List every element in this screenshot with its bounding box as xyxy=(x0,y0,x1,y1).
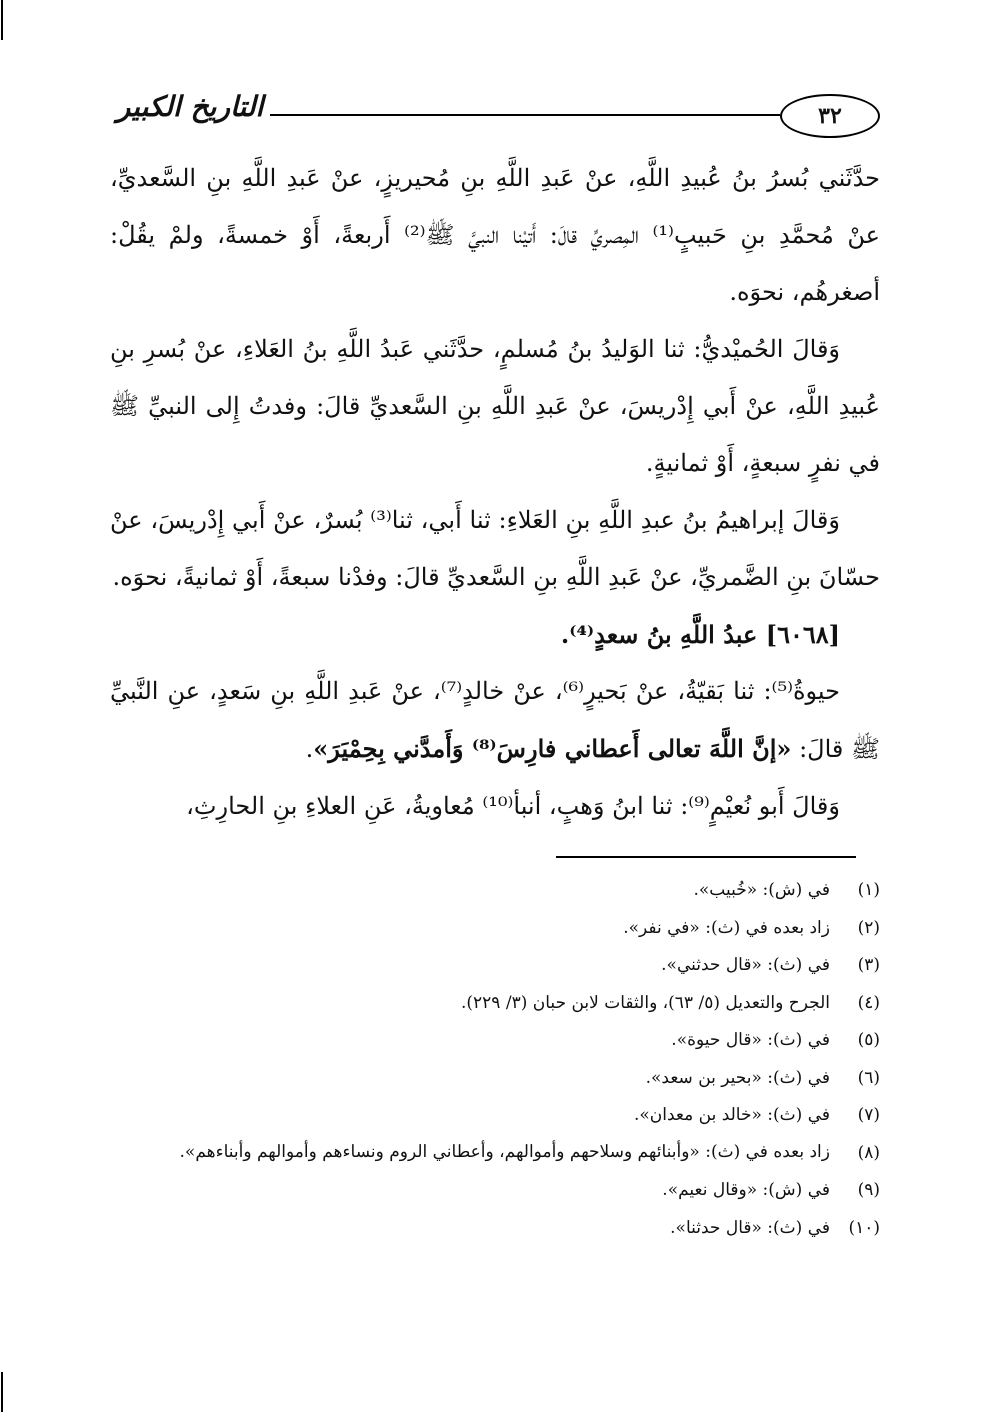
book-title: التاريخ الكبير xyxy=(116,90,264,123)
footnotes xyxy=(110,872,880,1247)
footnote xyxy=(110,910,880,948)
footnote-text: في (ث): «بحير بن سعد». xyxy=(645,1067,830,1088)
scan-edge-mark-top xyxy=(1,0,3,40)
entry-paragraph: حيوةُ⁽⁵⁾: ثنا بَقيّةُ، عنْ بَحيرٍ⁽⁶⁾، عنْ خالدٍ⁽⁷⁾، عنْ عَبدِ اللَّهِ بنِ سَعدٍ، عنِ النَّبيِّ ﷺ قالَ: «إنَّ اللَّهَ تعالى أَعطاني فارِسَ⁽⁸⁾ وَأَمدَّني بِحِمْيَرَ». xyxy=(110,677,880,763)
footnote-text: في (ش): «وقال نعيم». xyxy=(662,1180,830,1200)
footnote xyxy=(110,1135,880,1173)
main-text xyxy=(110,150,880,835)
footnote-number: (٦) xyxy=(857,1067,880,1088)
footnote-number: (٧) xyxy=(857,1105,880,1125)
footnote-number: (١٠) xyxy=(848,1217,880,1238)
footnote xyxy=(110,872,880,910)
footnote-number: (٨) xyxy=(857,1142,880,1163)
paragraph: وَقالَ أَبو نُعيْمٍ⁽⁹⁾: ثنا ابنُ وَهبٍ، أنبأ⁽¹⁰⁾ مُعاويةُ، عَنِ العلاءِ بنِ الحارِثِ، xyxy=(186,792,840,820)
footnote-text: في (ث): «خالد بن معدان». xyxy=(633,1105,830,1125)
footnote-text: زاد بعده في (ث): «وأبنائهم وسلاحهم وأموالهم، وأعطاني الروم ونساءهم وأموالهم وأبناءهم». xyxy=(179,1141,830,1162)
footnote-text: في (ث): «قال حدثني». xyxy=(661,955,830,975)
paragraph: حدَّثَني بُسرُ بنُ عُبيدِ اللَّهِ، عنْ عَبدِ اللَّهِ بنِ مُحيريزٍ، عنْ عَبدِ اللَّهِ بنِ السَّعديِّ، عنْ مُحمَّدِ بنِ حَبيبٍ⁽¹⁾ المِصريِّ قالَ: أَتيْنا النبيَّ ﷺ⁽²⁾ أَربعةً، أَوْ خمسةً، ولمْ يقُلْ: أصغرهُم، نحوَه. xyxy=(110,164,881,306)
footnote-text: في (ش): «خُبيب». xyxy=(693,880,830,900)
footnote-number: (٤) xyxy=(857,992,880,1013)
footnote-text: زاد بعده في (ث): «في نفر». xyxy=(623,917,830,938)
paragraph: وَقالَ إبراهيمُ بنُ عبدِ اللَّهِ بنِ العَلاءِ: ثنا أَبي، ثنا⁽³⁾ بُسرٌ، عنْ أَبي إِدْريسَ، عنْ حسّانَ بنِ الضَّمريِّ، عنْ عَبدِ اللَّهِ بنِ السَّعديِّ قالَ: وفدْنا سبعةً، أَوْ ثمانيةً، نحوَه. xyxy=(110,506,880,591)
entry-text: حيوةُ⁽⁵⁾: ثنا بَقيّةُ، عنْ بَحيرٍ⁽⁶⁾، عنْ خالدٍ⁽⁷⁾، عنْ عَبدِ اللَّهِ بنِ سَعدٍ، عنِ النَّبيِّ ﷺ قالَ: xyxy=(110,677,880,763)
footnote-number: (٣) xyxy=(857,955,880,975)
footnote-number: (٢) xyxy=(857,917,880,938)
footnote-number: (١) xyxy=(857,880,880,900)
footnote xyxy=(110,1210,880,1248)
footnote xyxy=(110,947,880,985)
footnote-text: الجرح والتعديل (٥/ ٦٣)، والثقات لابن حبان (٣/ ٢٢٩). xyxy=(461,992,830,1013)
paragraph: وَقالَ الحُميْديُّ: ثنا الوَليدُ بنُ مُسلمٍ، حدَّثَني عَبدُ اللَّهِ بنُ العَلاءِ، عنْ بُسرِ بنِ عُبيدِ اللَّهِ، عنْ أَبي إِدْريسَ، عنْ عَبدِ اللَّهِ بنِ السَّعديِّ قالَ: وفدتُ إِلى النبيِّ ﷺ في نفرٍ سبعةٍ، أَوْ ثمانيةٍ. xyxy=(110,335,880,477)
footnote xyxy=(110,1060,880,1098)
footnote-divider xyxy=(556,856,856,858)
entry-heading: [٦٠٦٨] عبدُ اللَّهِ بنُ سعدٍ⁽⁴⁾. xyxy=(560,620,840,649)
page-number: ٣٢ xyxy=(818,103,842,129)
header-rule xyxy=(270,114,780,116)
scan-edge-mark-bottom xyxy=(1,1372,3,1412)
footnote xyxy=(110,1097,880,1135)
page-header xyxy=(110,86,880,146)
footnote-text: في (ث): «قال حيوة». xyxy=(671,1030,830,1050)
footnote xyxy=(110,1172,880,1210)
footnote-number: (٩) xyxy=(857,1180,880,1200)
hadith-quote: «إنَّ اللَّهَ تعالى أَعطاني فارِسَ⁽⁸⁾ وَأَمدَّني بِحِمْيَرَ» xyxy=(313,734,792,763)
footnote-text: في (ث): «قال حدثنا». xyxy=(670,1217,830,1238)
footnote xyxy=(110,985,880,1023)
footnote-number: (٥) xyxy=(857,1030,880,1050)
footnote xyxy=(110,1022,880,1060)
page-number-badge xyxy=(780,94,880,138)
